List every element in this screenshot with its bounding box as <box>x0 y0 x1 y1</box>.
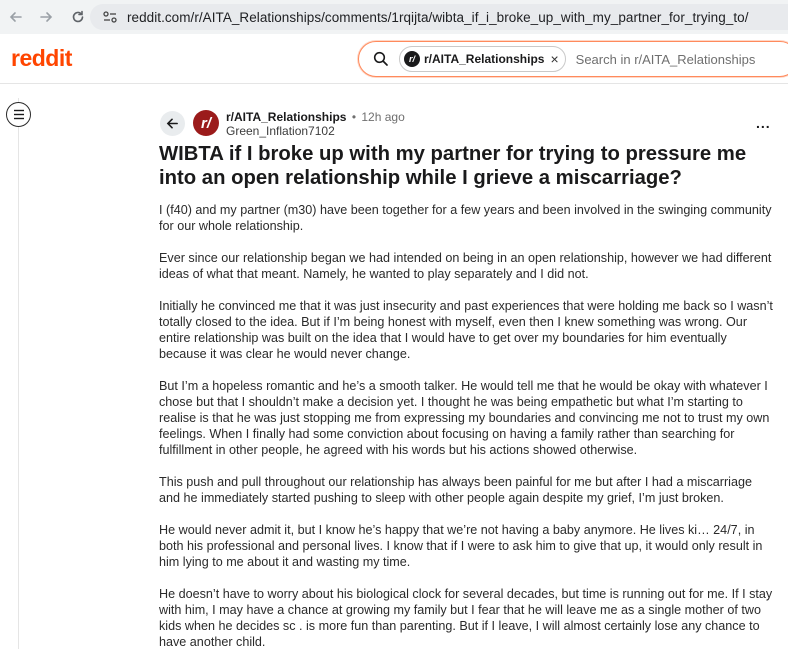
author-link[interactable]: Green_Inflation7102 <box>226 124 335 138</box>
sidebar-divider <box>18 98 19 649</box>
forward-arrow-icon[interactable] <box>34 5 58 29</box>
subreddit-avatar[interactable]: r/ <box>193 110 219 136</box>
arrow-left-icon <box>166 117 179 130</box>
subreddit-avatar-icon: r/ <box>404 51 420 67</box>
meta-separator: • <box>351 110 357 124</box>
post-paragraph: This push and pull throughout our relationship has always been painful for me but after I had a miscarriage and he immediately started pushing to sleep with other people again despite my grief, I’m just broken. <box>159 475 752 505</box>
post-paragraph: Initially he convinced me that it was just insecurity and past experiences that were holding me back so I wasn’t totally closed to the idea. But if I’m being honest with myself, even then I knew something was wrong. Our entire relationship was built on the idea that I would have to get over my boundaries for him eventually because it was clear he would never change. <box>159 299 773 361</box>
close-icon[interactable]: × <box>550 51 559 67</box>
search-input[interactable] <box>576 52 776 67</box>
chip-label: r/AITA_Relationships <box>424 52 545 66</box>
post-paragraph: He would never admit it, but I know he’s happy that we’re not having a baby anymore. He lives ki… 24/7, in both his professional and personal lives. I know that if I were to ask him to give that up, it would only result in him lying to me about it and wasting my time. <box>159 523 763 569</box>
subreddit-search-chip[interactable] <box>399 46 566 72</box>
address-bar[interactable] <box>90 4 788 30</box>
more-options-button[interactable]: ... <box>756 115 771 131</box>
hamburger-icon <box>13 109 25 120</box>
post-paragraph: But I’m a hopeless romantic and he’s a smooth talker. He would tell me that he would be okay with whatever I chose but that I shouldn’t make a decision yet. I thought he was being empathetic but what I’m starting to realise is that he was just stopping me from expressing my boundaries and convincing me not to trust my own feelings. When I finally had some conviction about focusing on having a family rather than searching for fulfillment in other people, he agreed with his words but his actions showed otherwise. <box>159 379 770 457</box>
search-icon <box>373 51 389 67</box>
back-arrow-icon[interactable] <box>4 5 28 29</box>
post-body <box>159 202 775 649</box>
post-paragraph: Ever since our relationship began we had intended on being in an open relationship, however we had different ideas of what that meant. Namely, he wanted to play separately and I did not. <box>159 251 772 281</box>
post-paragraph: He doesn’t have to worry about his biological clock for several decades, but time is running out for me. If I stay with him, I may have a chance at growing my family but I fear that he will leave me as a single mother of two kids when he decides sc . is more fun than parenting. But if I leave, I will almost certainly lose any chance to have another child. <box>159 587 773 649</box>
reddit-logo[interactable]: reddit <box>11 45 72 71</box>
post-paragraph: I (f40) and my partner (m30) have been together for a few years and been involved in the swinging community for our whole relationship. <box>159 203 772 233</box>
browser-toolbar <box>0 0 788 34</box>
site-settings-icon[interactable] <box>102 9 118 25</box>
back-button[interactable] <box>160 111 185 136</box>
post-title: WIBTA if I broke up with my partner for trying to pressure me into an open relationship while I grieve a miscarriage? <box>159 143 747 189</box>
url-text[interactable]: reddit.com/r/AITA_Relationships/comments/1rqijta/wibta_if_i_broke_up_with_my_partner_for_trying_to/ <box>127 9 749 25</box>
subreddit-link[interactable]: r/AITA_Relationships <box>226 110 347 124</box>
site-header <box>0 34 788 84</box>
post-meta <box>226 110 405 138</box>
search-bar[interactable] <box>358 41 788 77</box>
menu-toggle-button[interactable] <box>6 102 31 127</box>
reload-icon[interactable] <box>66 5 90 29</box>
post-age: 12h ago <box>361 110 405 124</box>
